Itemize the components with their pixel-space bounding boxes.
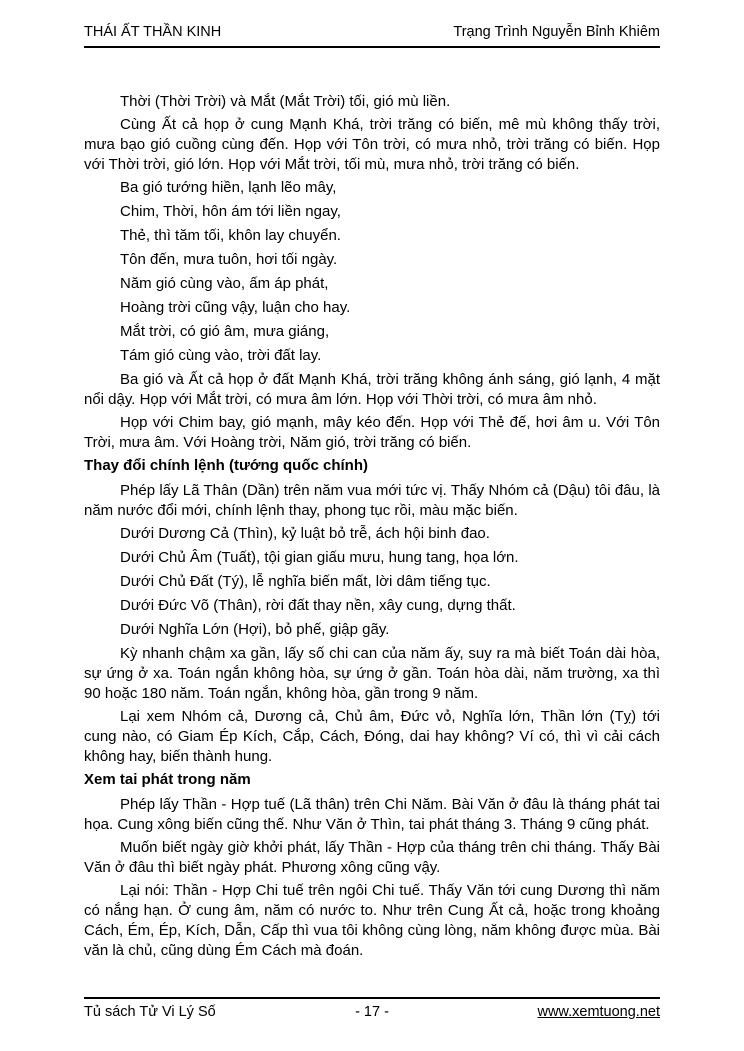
page-header: [84, 24, 660, 48]
paragraph: Ba gió và Ất cả họp ở đất Mạnh Khá, trời trăng không ánh sáng, gió lạnh, 4 mặt nổi dậy. Họp với Mắt trời, có mưa âm lớn. Họp với Thời trời, có mưa âm nhỏ.: [84, 371, 660, 408]
list-line: Dưới Chủ Âm (Tuất), tội gian giấu mưu, hung tang, họa lớn.: [120, 549, 519, 566]
verse-line: Chim, Thời, hôn ám tới liền ngay,: [120, 203, 341, 220]
list-line: Dưới Dương Cả (Thìn), kỷ luật bỏ trễ, ách hội binh đao.: [120, 525, 490, 542]
list-line: Dưới Đức Võ (Thân), rời đất thay nền, xây cung, dựng thất.: [120, 597, 516, 614]
page-number: - 17 -: [355, 1004, 389, 1020]
verse-line: Năm gió cùng vào, ấm áp phát,: [120, 275, 329, 292]
paragraph: Phép lấy Lã Thân (Dần) trên năm vua mới tức vị. Thấy Nhóm cả (Dậu) tôi đâu, là năm nước đổi mới, chính lệnh thay, phong tục rồi, màu mặc biến.: [84, 482, 660, 519]
paragraph: Thời (Thời Trời) và Mắt (Mắt Trời) tối, gió mù liền.: [120, 93, 451, 110]
verse-line: Hoàng trời cũng vậy, luận cho hay.: [120, 299, 351, 316]
list-line: Dưới Nghĩa Lớn (Hợi), bỏ phế, giập gãy.: [120, 621, 390, 638]
verse-line: Mắt trời, có gió âm, mưa giáng,: [120, 323, 330, 340]
series-title: Tủ sách Tử Vi Lý Số: [84, 1004, 216, 1020]
list-line: Dưới Chủ Đất (Tý), lễ nghĩa biến mất, lời dâm tiếng tục.: [120, 573, 491, 590]
author-name: Trạng Trình Nguyễn Bỉnh Khiêm: [453, 24, 660, 40]
verse-line: Tôn đến, mưa tuôn, hơi tối ngày.: [120, 251, 338, 268]
website-link[interactable]: www.xemtuong.net: [537, 1004, 660, 1020]
verse-line: Tám gió cùng vào, trời đất lay.: [120, 347, 322, 364]
paragraph: Cùng Ất cả họp ở cung Mạnh Khá, trời trăng có biến, mê mù không thấy trời, mưa bạo gió cuồng cùng đến. Họp với Tôn trời, có mưa nhỏ, trời trăng có biến. Họp với Thời trời, gió lớn. Họp với Mắt trời, tối mù, mưa nhỏ, trời trăng có biến.: [84, 116, 660, 173]
paragraph: Lại xem Nhóm cả, Dương cả, Chủ âm, Đức vỏ, Nghĩa lớn, Thần lớn (Tỵ) tới cung nào, có Giam Ép Kích, Cắp, Cách, Đóng, dai hay không? Ví có, thì vì cải cách không hay, biến thành hung.: [84, 708, 660, 765]
verse-line: Thẻ, thì tăm tối, khôn lay chuyển.: [120, 227, 341, 244]
page-footer: [84, 997, 660, 1020]
document-body: [84, 92, 660, 964]
paragraph: Lại nói: Thần - Hợp Chi tuế trên ngôi Chi tuế. Thấy Văn tới cung Dương thì năm có nắng hạn. Ở cung âm, năm có nước to. Như trên Cung Ất cả, hoặc trong khoảng Cách, Ém, Ép, Kích, Dẫn, Cấp thì vua tôi không cùng lòng, năm không được mùa. Bài văn là chủ, cũng dùng Ém Cách mà đoán.: [84, 882, 660, 959]
section-heading: Thay đổi chính lệnh (tướng quốc chính): [84, 457, 369, 474]
paragraph: Kỳ nhanh chậm xa gần, lấy số chi can của năm ấy, suy ra mà biết Toán dài hòa, sự ứng ở xa. Toán ngắn không hòa, sự ứng ở gần. Toán hòa dài, năm trường, xa thì 90 hoặc 180 năm. Toán ngắn, không hòa, gần trong 9 năm.: [84, 645, 660, 702]
paragraph: Phép lấy Thần - Hợp tuế (Lã thân) trên Chi Năm. Bài Văn ở đâu là tháng phát tai họa. Cung xông biến cũng thế. Như Văn ở Thìn, tai phát tháng 3. Tháng 9 cũng phát.: [84, 796, 660, 833]
paragraph: Họp với Chim bay, gió mạnh, mây kéo đến. Họp với Thẻ đế, hơi âm u. Với Tôn Trời, mưa âm. Với Hoàng trời, Năm gió, trời trăng có biến.: [84, 414, 660, 451]
section-heading: Xem tai phát trong năm: [84, 771, 251, 788]
book-title: THÁI ẤT THẦN KINH: [84, 24, 222, 40]
paragraph: Muốn biết ngày giờ khởi phát, lấy Thần - Hợp của tháng trên chi tháng. Thấy Bài Văn ở đâu thì biết ngày phát. Phương xông cũng vậy.: [84, 839, 660, 876]
verse-line: Ba gió tướng hiền, lạnh lẽo mây,: [120, 179, 337, 196]
